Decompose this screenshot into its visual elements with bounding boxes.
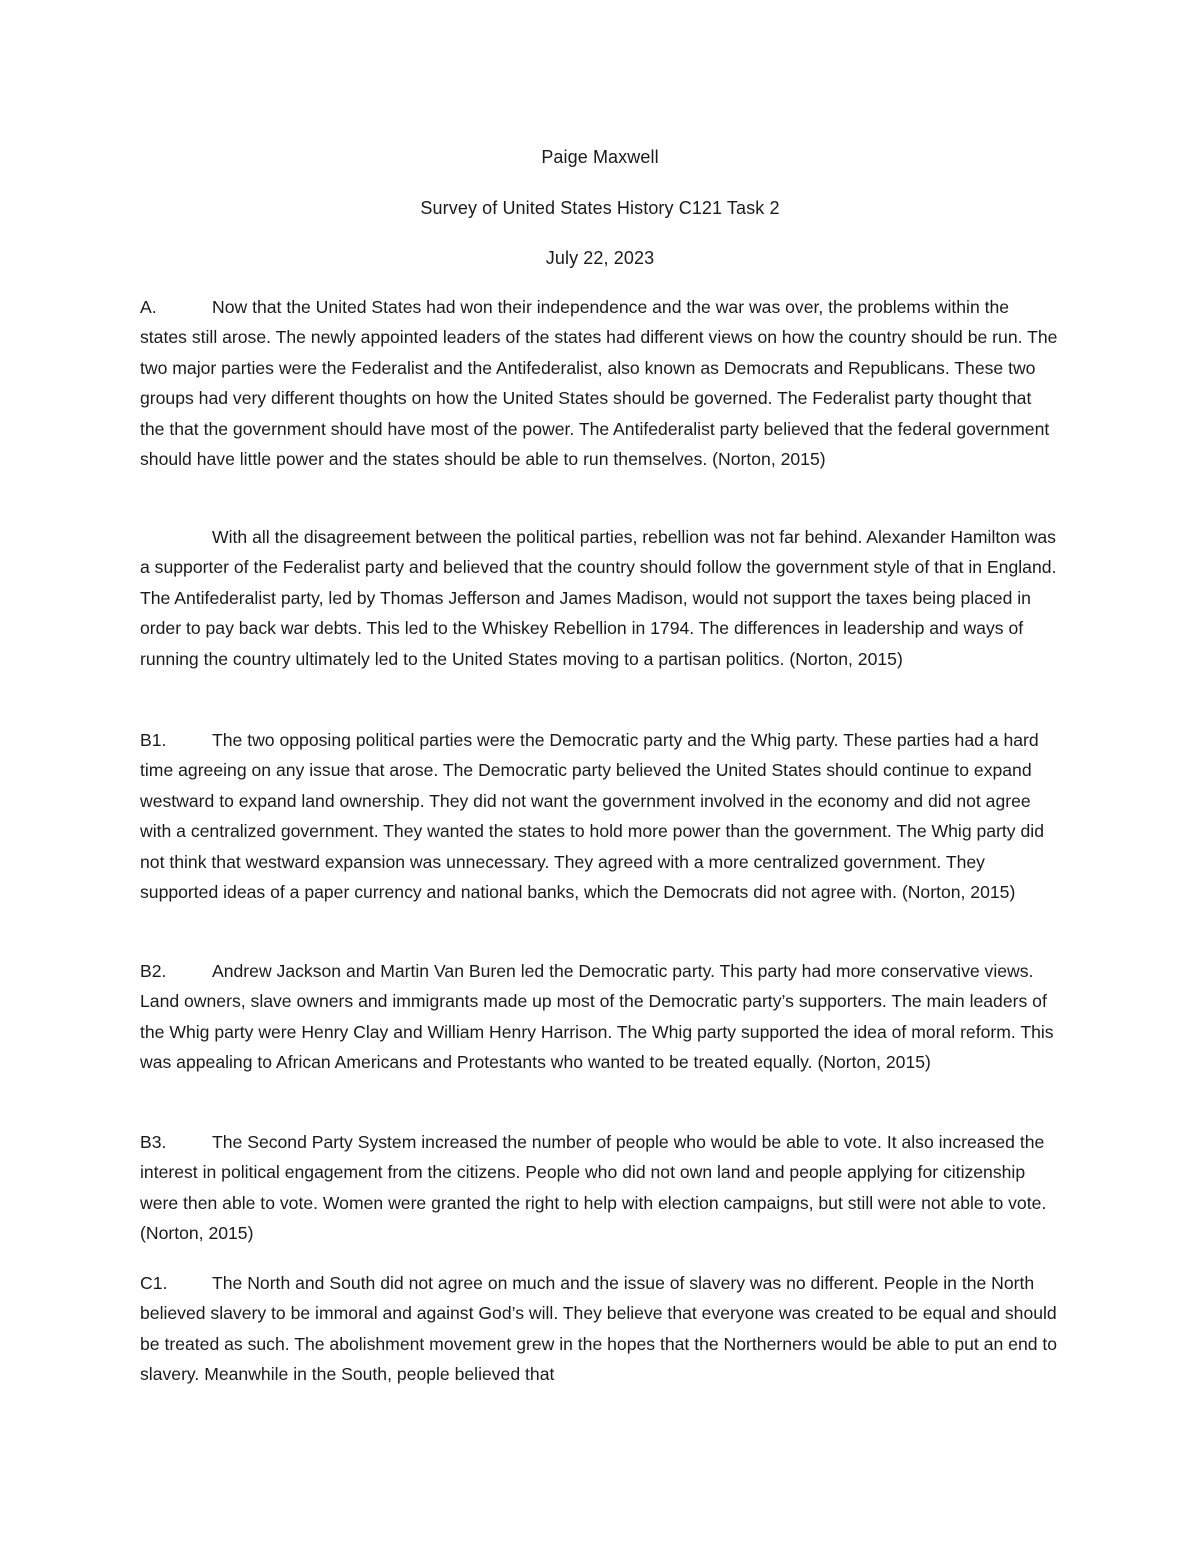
section-b2-paragraph	[140, 956, 1060, 1078]
section-label: C1.	[140, 1273, 168, 1293]
author-name: Paige Maxwell	[541, 147, 659, 167]
section-label: A.	[140, 297, 157, 317]
section-label: B2.	[140, 961, 167, 981]
paragraph-text: With all the disagreement between the political parties, rebellion was not far behind. Alexander Hamilton was a supporter of the Federalist party and believed that the country should follow the government style of that in England. The Antifederalist party, led by Thomas Jefferson and James Madison, would not support the taxes being placed in order to pay back war debts. This led to the Whiskey Rebellion in 1794. The differences in leadership and ways of running the country ultimately led to the United States moving to a partisan politics. (Norton, 2015)	[140, 527, 1057, 669]
course-title: Survey of United States History C121 Task 2	[420, 198, 780, 218]
section-b1-paragraph	[140, 725, 1060, 907]
paragraph-text: The two opposing political parties were the Democratic party and the Whig party. These parties had a hard time agreeing on any issue that arose. The Democratic party believed the United States should continue to expand westward to expand land ownership. They did not want the government involved in the economy and did not agree with a centralized government. They wanted the states to hold more power than the government. The Whig party did not think that westward expansion was unnecessary. They agreed with a more centralized government. They supported ideas of a paper currency and national banks, which the Democrats did not agree with. (Norton, 2015)	[140, 730, 1044, 903]
paragraph-text: The North and South did not agree on much and the issue of slavery was no different. People in the North believed slavery to be immoral and against God’s will. They believe that everyone was created to be equal and should be treated as such. The abolishment movement grew in the hopes that the Northerners would be able to put an end to slavery. Meanwhile in the South, people believed that	[140, 1273, 1058, 1385]
paragraph-text: Now that the United States had won their independence and the war was over, the problems within the states still arose. The newly appointed leaders of the states had different views on how the country should be run. The two major parties were the Federalist and the Antifederalist, also known as Democrats and Republicans. These two groups had very different thoughts on how the United States should be governed. The Federalist party thought that the that the government should have most of the power. The Antifederalist party believed that the federal government should have little power and the states should be able to run themselves. (Norton, 2015)	[140, 297, 1058, 470]
section-b3-paragraph	[140, 1127, 1060, 1249]
document-date: July 22, 2023	[545, 248, 655, 268]
section-a-paragraph	[140, 292, 1060, 474]
section-a-continuation-paragraph	[140, 522, 1060, 674]
paragraph-text: The Second Party System increased the number of people who would be able to vote. It also increased the interest in political engagement from the citizens. People who did not own land and people applying for citizenship were then able to vote. Women were granted the right to help with election campaigns, but still were not able to vote. (Norton, 2015)	[140, 1132, 1047, 1244]
section-c1-paragraph	[140, 1268, 1060, 1390]
paragraph-text: Andrew Jackson and Martin Van Buren led the Democratic party. This party had more conservative views. Land owners, slave owners and immigrants made up most of the Democratic party’s supporters. The main leaders of the Whig party were Henry Clay and William Henry Harrison. The Whig party supported the idea of moral reform. This was appealing to African Americans and Protestants who wanted to be treated equally. (Norton, 2015)	[140, 961, 1054, 1073]
section-label: B3.	[140, 1132, 167, 1152]
section-label: B1.	[140, 730, 167, 750]
